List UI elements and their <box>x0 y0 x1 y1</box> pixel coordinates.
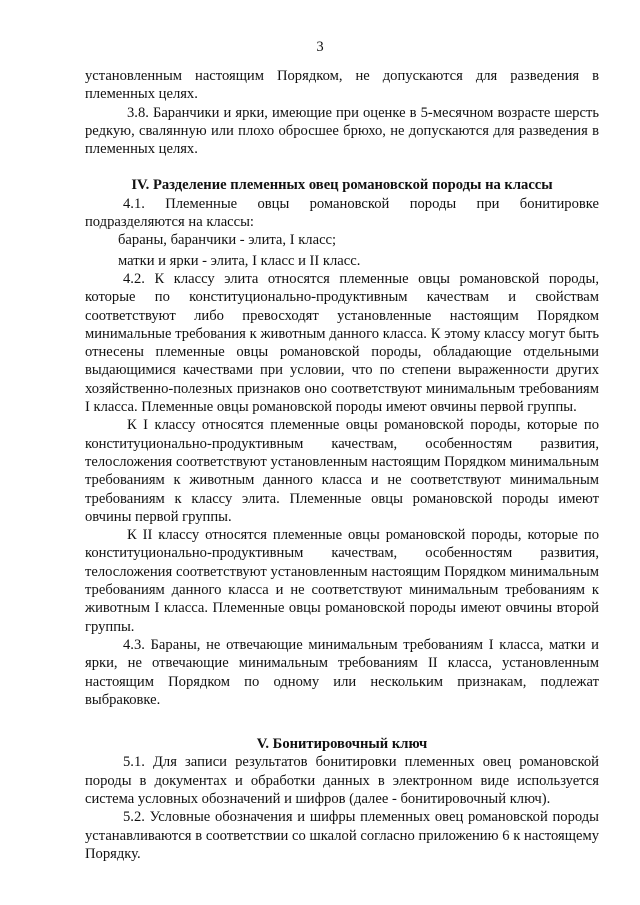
paragraph-4-2: 4.2. К классу элита относятся племенные овцы романовской породы, которые по конституционально-продуктивным качествам и свойствам соответствуют либо превосходят установленные настоящим Порядком минимальные требования к животным данного класса. К этому классу могут быть отнесены племенные овцы романовской породы, обладающие отдельными выдающимися качествами при условии, что по степени выраженности других хозяйственно-полезных признаков оно соответствуют минимальным требованиям I класса. Племенные овцы романовской породы имеют овчины первой группы. <box>85 270 599 416</box>
paragraph-class-ii: К II классу относятся племенные овцы романовской породы, которые по конституционально-продуктивным качествам, особенностям развития, телосложения соответствуют установленным настоящим Порядком минимальным требованиям данного класса и не соответствуют минимальным требованиям к животным I класса. Племенные овцы романовской породы имеют овчины второй группы. <box>85 527 599 635</box>
paragraph-4-3: 4.3. Бараны, не отвечающие минимальным требованиям I класса, матки и ярки, не отвечающие минимальным требованиям II класса, установленным настоящим Порядком по одному или нескольким признакам, подлежат выбраковке. <box>85 636 599 708</box>
paragraph-3-8: 3.8. Баранчики и ярки, имеющие при оценке в 5-месячном возрасте шерсть редкую, свалянную или плохо обросшее брюхо, не допускаются для разведения в племенных целях. <box>85 104 599 158</box>
class-list-item-rams: бараны, баранчики - элита, I класс; <box>118 232 337 249</box>
paragraph-4-1: 4.1. Племенные овцы романовской породы при бонитировке подразделяются на классы: <box>85 195 599 231</box>
section-v-heading: V. Бонитировочный ключ <box>256 736 428 753</box>
paragraph-class-i: К I классу относятся племенные овцы романовской породы, которые по конституционально-продуктивным качествам, особенностям развития, телосложения соответствуют установленным настоящим Порядком минимальным требованиям к животным данного класса и не соответствуют минимальным требованиям к классу элита. Племенные овцы романовской породы имеют овчины первой группы. <box>85 417 599 525</box>
class-list-item-ewes: матки и ярки - элита, I класс и II класс. <box>118 252 361 269</box>
section-iv-heading: IV. Разделение племенных овец романовской породы на классы <box>131 177 553 194</box>
paragraph-5-1: 5.1. Для записи результатов бонитировки племенных овец романовской породы в документах и обработки данных в электронном виде используется система условных обозначений и шифров (далее - бонитировочный ключ). <box>85 754 599 807</box>
document-body <box>85 67 599 863</box>
page-number: 3 <box>316 39 324 55</box>
paragraph-5-2: 5.2. Условные обозначения и шифры племенных овец романовской породы устанавливаются в соответствии со шкалой согласно приложению 6 к настоящему Порядку. <box>85 809 599 862</box>
paragraph-continuation: установленным настоящим Порядком, не допускаются для разведения в племенных целях. <box>85 68 599 103</box>
